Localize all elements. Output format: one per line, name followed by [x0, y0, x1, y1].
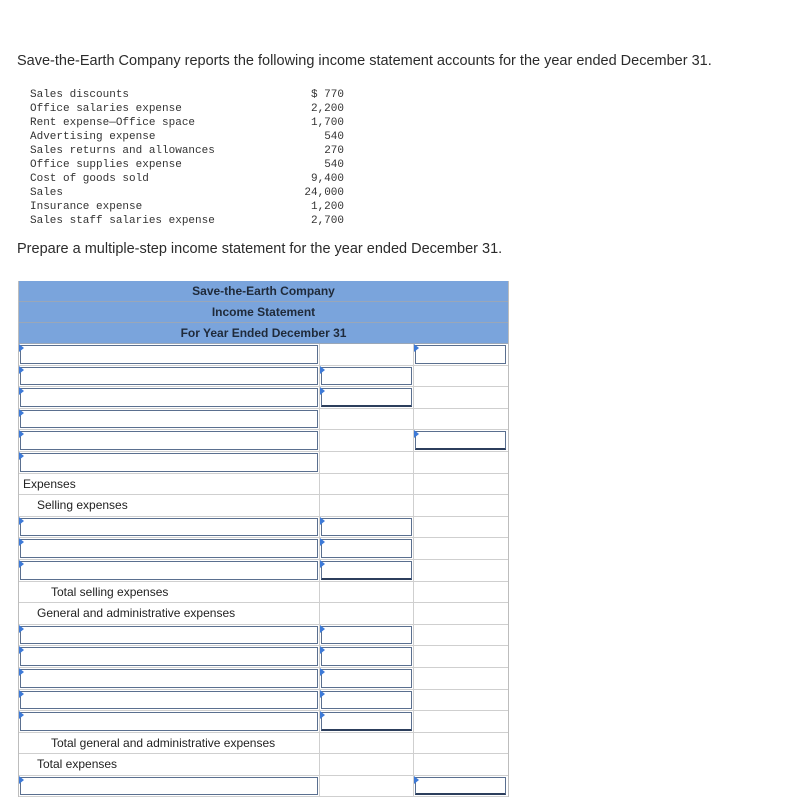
dropdown-marker-icon [19, 452, 24, 460]
account-row [30, 144, 355, 158]
account-input[interactable] [20, 431, 318, 450]
statement-row [19, 603, 508, 625]
account-name: Advertising expense [30, 131, 156, 143]
statement-row [19, 366, 508, 388]
account-input[interactable] [20, 712, 318, 731]
total-general-admin-label: Total general and administrative expenses [51, 735, 276, 750]
dropdown-marker-icon [19, 387, 24, 395]
amount-input[interactable] [321, 539, 412, 558]
account-input[interactable] [20, 453, 318, 472]
statement-row [19, 474, 508, 496]
statement-row [19, 430, 508, 452]
statement-row [19, 582, 508, 604]
amount-input[interactable] [321, 712, 412, 731]
amount-input[interactable] [321, 647, 412, 666]
account-amount: 540 [324, 159, 344, 171]
dropdown-marker-icon [320, 646, 325, 654]
statement-period: For Year Ended December 31 [19, 323, 508, 344]
statement-row [19, 495, 508, 517]
statement-row [19, 776, 508, 798]
dropdown-marker-icon [320, 711, 325, 719]
dropdown-marker-icon [19, 690, 24, 698]
account-row [30, 88, 355, 102]
account-row [30, 200, 355, 214]
intro-text: Save-the-Earth Company reports the following income statement accounts for the year ended December 31. [17, 53, 712, 69]
account-name: Sales staff salaries expense [30, 215, 215, 227]
amount-input[interactable] [415, 777, 506, 796]
statement-row [19, 387, 508, 409]
statement-row [19, 711, 508, 733]
dropdown-marker-icon [19, 711, 24, 719]
income-statement-form [18, 281, 509, 797]
amount-input[interactable] [321, 388, 412, 407]
account-name: Sales returns and allowances [30, 145, 215, 157]
account-input[interactable] [20, 561, 318, 580]
account-input[interactable] [20, 777, 318, 796]
account-amount: 1,700 [310, 117, 344, 129]
account-amount: 24,000 [304, 187, 344, 199]
dropdown-marker-icon [320, 366, 325, 374]
statement-row [19, 668, 508, 690]
amount-input[interactable] [321, 669, 412, 688]
dropdown-marker-icon [414, 344, 419, 352]
accounts-list [30, 88, 355, 228]
account-input[interactable] [20, 647, 318, 666]
total-selling-expenses-label: Total selling expenses [51, 584, 169, 599]
statement-row [19, 646, 508, 668]
statement-title: Income Statement [19, 302, 508, 323]
statement-row [19, 452, 508, 474]
account-input[interactable] [20, 539, 318, 558]
dropdown-marker-icon [19, 409, 24, 417]
account-name: Office salaries expense [30, 103, 182, 115]
account-name: Office supplies expense [30, 159, 182, 171]
statement-row [19, 517, 508, 539]
dropdown-marker-icon [414, 776, 419, 784]
dropdown-marker-icon [320, 387, 325, 395]
account-row [30, 186, 355, 200]
dropdown-marker-icon [320, 517, 325, 525]
statement-row [19, 733, 508, 755]
account-input[interactable] [20, 410, 318, 429]
dropdown-marker-icon [320, 625, 325, 633]
account-name: Rent expense—Office space [30, 117, 196, 129]
amount-input[interactable] [415, 345, 506, 364]
dropdown-marker-icon [19, 517, 24, 525]
account-name: Insurance expense [30, 201, 143, 213]
amount-input[interactable] [321, 561, 412, 580]
general-admin-expenses-label: General and administrative expenses [37, 606, 236, 621]
dropdown-marker-icon [414, 430, 419, 438]
account-input[interactable] [20, 691, 318, 710]
account-row [30, 172, 355, 186]
dropdown-marker-icon [19, 668, 24, 676]
account-input[interactable] [20, 669, 318, 688]
account-row [30, 116, 355, 130]
prompt-text: Prepare a multiple-step income statement for the year ended December 31. [17, 241, 503, 257]
dropdown-marker-icon [320, 690, 325, 698]
account-input[interactable] [20, 345, 318, 364]
statement-row [19, 560, 508, 582]
account-amount: $ 770 [310, 89, 344, 101]
dropdown-marker-icon [19, 625, 24, 633]
account-amount: 2,200 [310, 103, 344, 115]
account-row [30, 214, 355, 228]
dropdown-marker-icon [320, 560, 325, 568]
total-expenses-label: Total expenses [37, 757, 118, 772]
dropdown-marker-icon [19, 344, 24, 352]
dropdown-marker-icon [19, 646, 24, 654]
amount-input[interactable] [415, 431, 506, 450]
dropdown-marker-icon [19, 366, 24, 374]
dropdown-marker-icon [320, 668, 325, 676]
account-name: Sales discounts [30, 89, 130, 101]
account-input[interactable] [20, 626, 318, 645]
company-name: Save-the-Earth Company [19, 281, 508, 302]
statement-row [19, 754, 508, 776]
account-row [30, 130, 355, 144]
dropdown-marker-icon [19, 430, 24, 438]
account-name: Cost of goods sold [30, 173, 149, 185]
dropdown-marker-icon [19, 538, 24, 546]
amount-input[interactable] [321, 367, 412, 386]
account-amount: 1,200 [310, 201, 344, 213]
amount-input[interactable] [321, 518, 412, 537]
statement-row [19, 538, 508, 560]
account-input[interactable] [20, 388, 318, 407]
account-name: Sales [30, 187, 64, 199]
account-input[interactable] [20, 367, 318, 386]
selling-expenses-label: Selling expenses [37, 498, 128, 513]
dropdown-marker-icon [19, 560, 24, 568]
account-input[interactable] [20, 518, 318, 537]
account-row [30, 158, 355, 172]
amount-input[interactable] [321, 626, 412, 645]
dropdown-marker-icon [19, 776, 24, 784]
expenses-label: Expenses [23, 476, 76, 491]
statement-row [19, 690, 508, 712]
account-amount: 270 [324, 145, 344, 157]
amount-input[interactable] [321, 691, 412, 710]
statement-row [19, 409, 508, 431]
statement-row [19, 625, 508, 647]
statement-row [19, 344, 508, 366]
account-row [30, 102, 355, 116]
account-amount: 540 [324, 131, 344, 143]
dropdown-marker-icon [320, 538, 325, 546]
account-amount: 2,700 [310, 215, 344, 227]
account-amount: 9,400 [310, 173, 344, 185]
